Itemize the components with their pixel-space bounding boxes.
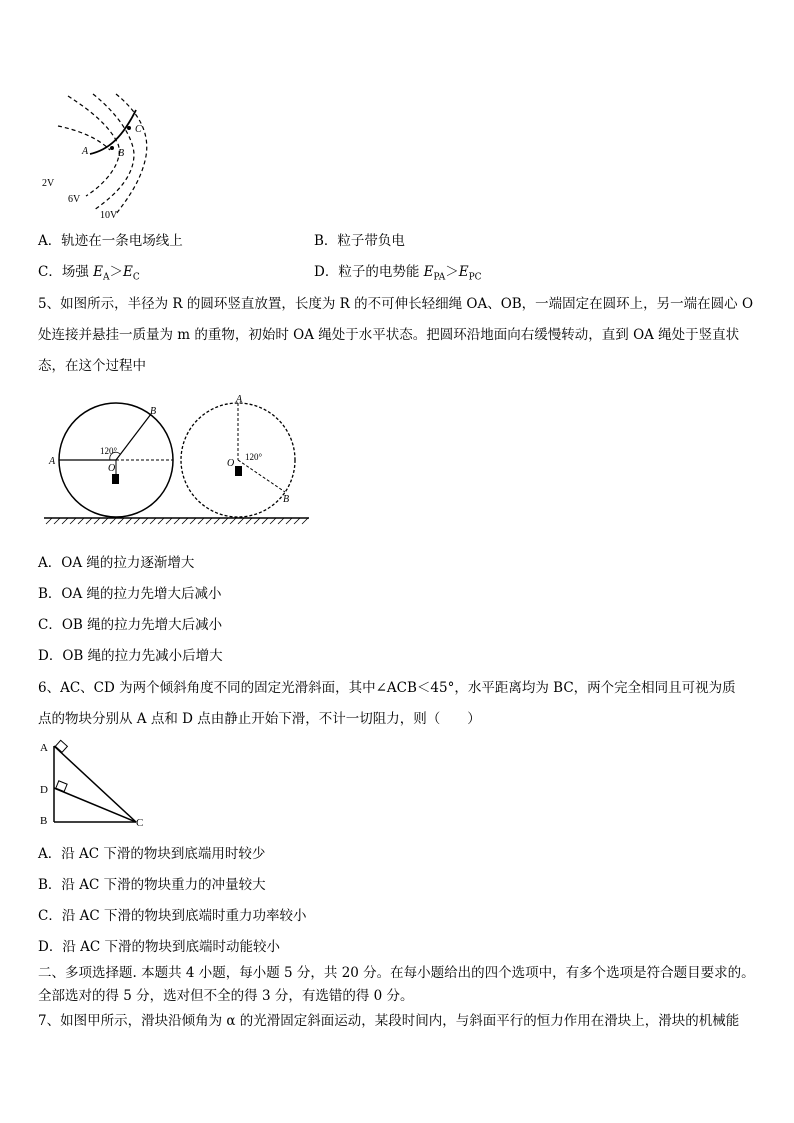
q4-label-10V: 10V [100,210,118,221]
q5-stem-line1: 5、如图所示，半径为 R 的圆环竖直放置，长度为 R 的不可伸长轻细绳 OA、OB，一端固定在圆环上，另一端在圆心 O [38,296,754,312]
q4-option-a: A．轨迹在一条电场线上 [38,233,183,249]
q5-label-B: B [150,406,157,417]
q4-option-c: C．场强 $E_A>E_C$ [38,264,140,283]
q6-option-d: D．沿 AC 下滑的物块到底端时动能较小 [38,939,280,955]
section2-header-line1: 二、多项选择题. 本题共 4 小题，每小题 5 分，共 20 分。在每小题给出的四个选项中，有多个选项是符合题目要求的。 [38,965,755,981]
q5-option-d: D．OB 绳的拉力先减小后增大 [38,648,223,664]
section2-header-line2: 全部选对的得 5 分，选对但不全的得 3 分，有选错的得 0 分。 [38,988,414,1004]
q4-label-6V: 6V [68,194,81,205]
q6-label-D: D [40,784,48,796]
q5-label-A: A [49,456,56,467]
q5-label-O2: O [227,458,235,469]
q5-ring-figure [38,388,313,528]
q6-label-C: C [136,817,144,828]
q6-label-A: A [40,742,48,754]
q4-label-A: A [82,146,89,157]
q5-label-A2: A [236,394,243,405]
q5-label-B2: B [283,494,290,505]
q5-stem-line3: 态，在这个过程中 [38,358,146,374]
q5-stem-line2: 处连接并悬挂一质量为 m 的重物，初始时 OA 绳处于水平状态。把圆环沿地面向右缓慢转动，直到 OA 绳处于竖直状 [38,327,740,343]
q4-label-C: C [135,124,142,135]
q5-option-a: A．OA 绳的拉力逐渐增大 [38,555,195,571]
q5-option-c: C．OB 绳的拉力先增大后减小 [38,617,223,633]
q6-option-c: C．沿 AC 下滑的物块到底端时重力功率较小 [38,908,307,924]
q5-option-b: B．OA 绳的拉力先增大后减小 [38,586,222,602]
q6-option-b: B．沿 AC 下滑的物块重力的冲量较大 [38,877,266,893]
q6-incline-figure [36,736,148,828]
q4-label-B: B [118,148,125,159]
q4-label-2V: 2V [42,178,55,189]
q4-option-b: B．粒子带负电 [314,233,405,249]
q4-equipotential-figure [38,92,168,222]
q6-option-a: A．沿 AC 下滑的物块到底端用时较少 [38,846,266,862]
q6-stem-line1: 6、AC、CD 为两个倾斜角度不同的固定光滑斜面，其中∠ACB＜45°，水平距离均为 BC，两个完全相同且可视为质 [38,680,736,696]
q5-label-O: O [108,463,116,474]
q7-stem-line1: 7、如图甲所示，滑块沿倾角为 α 的光滑固定斜面运动，某段时间内，与斜面平行的恒力作用在滑块上，滑块的机械能 [38,1013,740,1029]
q6-stem-line2: 点的物块分别从 A 点和 D 点由静止开始下滑，不计一切阻力，则（ ） [38,711,481,727]
q6-label-B: B [40,815,48,827]
q5-angle2: 120° [245,452,263,462]
q5-angle: 120° [100,446,118,456]
q4-option-d: D．粒子的电势能 $E_{PA}>E_{PC}$ [314,264,482,283]
